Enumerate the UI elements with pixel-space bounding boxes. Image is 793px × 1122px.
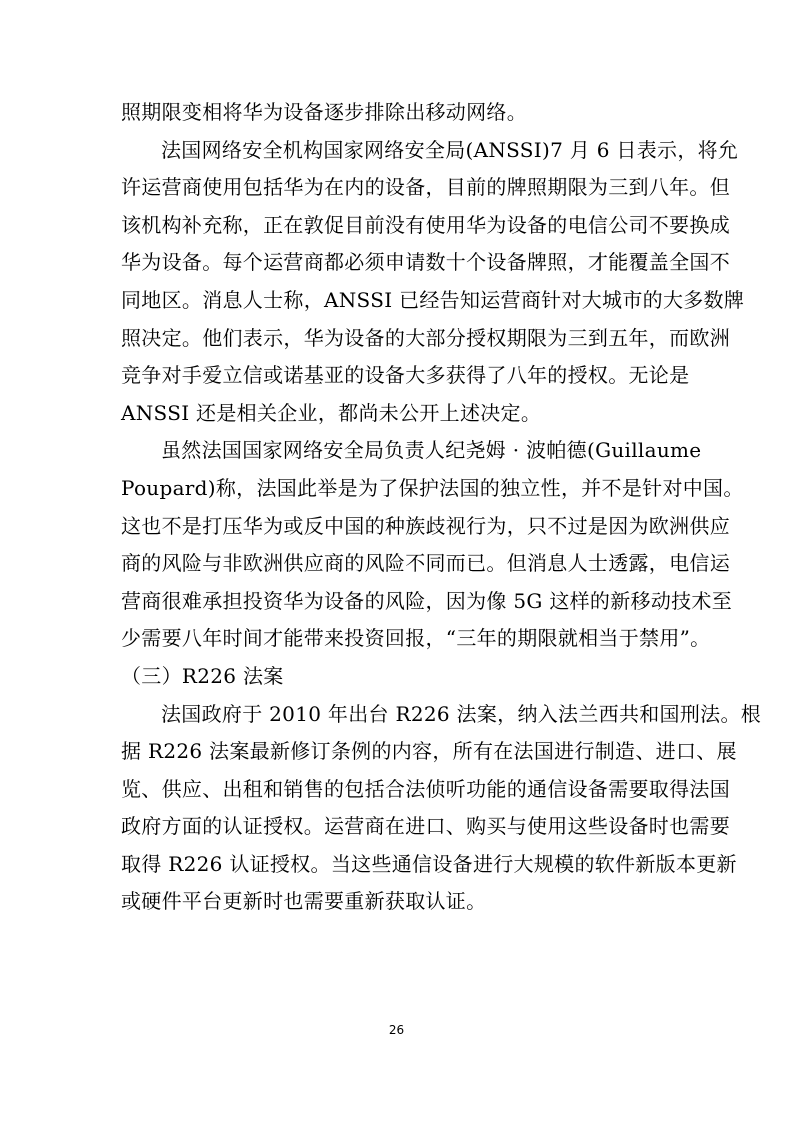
paragraph-r226-line-1: 法国政府于 2010 年出台 R226 法案，纳入法兰西共和国刑法。根: [161, 701, 762, 726]
section-heading-r226: （三）R226 法案: [121, 663, 284, 688]
paragraph-anssi-line-8: ANSSI 还是相关企业，都尚未公开上述决定。: [121, 400, 542, 425]
text-line-1: 照期限变相将华为设备逐步排除出移动网络。: [121, 100, 527, 124]
paragraph-anssi-line-6: 照决定。他们表示，华为设备的大部分授权期限为三到五年，而欧洲: [121, 325, 730, 350]
paragraph-poupard-line-4: 商的风险与非欧洲供应商的风险不同而已。但消息人士透露，电信运: [121, 551, 730, 576]
paragraph-r226-line-4: 政府方面的认证授权。运营商在进口、购买与使用这些设备时也需要: [121, 814, 730, 839]
paragraph-anssi-line-2: 许运营商使用包括华为在内的设备，目前的牌照期限为三到八年。但: [121, 175, 730, 200]
paragraph-poupard-line-6: 少需要八年时间才能带来投资回报，“三年的期限就相当于禁用”。: [121, 626, 711, 651]
paragraph-anssi-line-1: 法国网络安全机构国家网络安全局(ANSSI)7 月 6 日表示，将允: [161, 137, 739, 162]
paragraph-r226-line-2: 据 R226 法案最新修订条例的内容，所有在法国进行制造、进口、展: [121, 739, 737, 764]
paragraph-r226-line-3: 览、供应、出租和销售的包括合法侦听功能的通信设备需要取得法国: [121, 776, 730, 801]
paragraph-poupard-line-1: 虽然法国国家网络安全局负责人纪尧姆 · 波帕德(Guillaume: [161, 438, 702, 463]
paragraph-anssi-line-3: 该机构补充称，正在敦促目前没有使用华为设备的电信公司不要换成: [121, 212, 730, 237]
paragraph-r226-line-6: 或硬件平台更新时也需要重新获取认证。: [121, 889, 487, 914]
document-body: [121, 94, 762, 921]
paragraph-r226-line-5: 取得 R226 认证授权。当这些通信设备进行大规模的软件新版本更新: [121, 851, 737, 876]
paragraph-anssi-line-5: 同地区。消息人士称，ANSSI 已经告知运营商针对大城市的大多数牌: [121, 287, 745, 312]
paragraph-anssi-line-7: 竞争对手爱立信或诺基亚的设备大多获得了八年的授权。无论是: [121, 363, 690, 388]
paragraph-anssi-line-4: 华为设备。每个运营商都必须申请数十个设备牌照，才能覆盖全国不: [121, 250, 730, 275]
page-number: 26: [388, 1023, 405, 1037]
paragraph-poupard-line-2: Poupard)称，法国此举是为了保护法国的独立性，并不是针对中国。: [121, 475, 744, 500]
paragraph-poupard-line-5: 营商很难承担投资华为设备的风险，因为像 5G 这样的新移动技术至: [121, 588, 733, 613]
paragraph-poupard-line-3: 这也不是打压华为或反中国的种族歧视行为，只不过是因为欧洲供应: [121, 513, 730, 538]
